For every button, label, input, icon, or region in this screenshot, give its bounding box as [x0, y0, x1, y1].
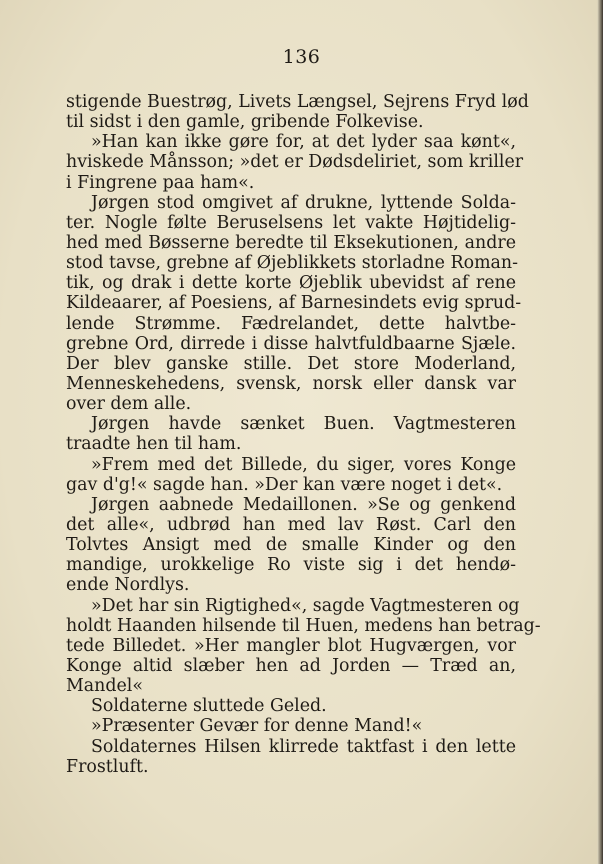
text-line: Jørgen havde sænket Buen. Vagtmesteren: [91, 414, 516, 435]
text-line: Frostluft.: [66, 756, 149, 777]
text-line: til sidst i den gamle, gribende Folkevise.: [66, 112, 424, 133]
text-line: hed med Bøsserne beredte til Eksekutionen, andre: [66, 232, 516, 253]
text-line: Soldaterne sluttede Geled.: [91, 696, 327, 717]
text-line: Soldaternes Hilsen klirrede taktfast i den lette: [91, 736, 516, 757]
text-line: »Præsenter Gevær for denne Mand!«: [91, 716, 423, 737]
text-line: mandige, urokkelige Ro viste sig i det hendø-: [66, 555, 516, 576]
text-line: Jørgen aabnede Medaillonen. »Se og genkend: [91, 494, 516, 515]
text-line: i Fingrene paa ham«.: [66, 172, 255, 193]
text-line: grebne Ord, dirrede i disse halvtfuldbaarne Sjæle.: [66, 333, 516, 354]
text-line: Der blev ganske stille. Det store Moderland,: [66, 353, 516, 374]
text-line: »Det har sin Rigtighed«, sagde Vagtmesteren og: [91, 595, 520, 616]
text-line: gav d'g!« sagde han. »Der kan være noget i det«.: [66, 474, 503, 495]
text-line: Konge altid slæber hen ad Jorden — Træd an,: [66, 655, 516, 676]
text-line: Jørgen stod omgivet af drukne, lyttende Solda-: [91, 192, 516, 213]
text-line: ter. Nogle følte Beruselsens let vakte Højtidelig-: [66, 212, 516, 233]
text-line: holdt Haanden hilsende til Huen, medens han betrag-: [66, 615, 541, 636]
text-line: stigende Buestrøg, Livets Længsel, Sejrens Fryd lød: [66, 92, 529, 112]
text-line: stod tavse, grebne af Øjeblikkets storladne Roman-: [66, 253, 519, 274]
text-line: ende Nordlys.: [66, 575, 190, 596]
text-line: det alle«, udbrød han med lav Røst. Carl den: [66, 514, 516, 535]
page-number: 136: [282, 46, 321, 68]
text-line: »Han kan ikke gøre for, at det lyder saa kønt«,: [91, 132, 516, 153]
text-line: Menneskehedens, svensk, norsk eller dansk var: [66, 373, 516, 394]
text-line: »Frem med det Billede, du siger, vores Konge: [91, 454, 516, 475]
text-line: traadte hen til ham.: [66, 434, 242, 455]
text-line: tede Billedet. »Her mangler blot Hugværgen, vor: [66, 635, 516, 656]
text-line: Mandel«: [66, 676, 144, 697]
text-line: over dem alle.: [66, 394, 192, 415]
text-line: hviskede Månsson; »det er Dødsdeliriet, som kriller: [66, 152, 524, 173]
body-text: [66, 92, 541, 777]
text-line: Tolvtes Ansigt med de smalle Kinder og den: [66, 535, 516, 556]
text-line: Kildeaarer, af Poesiens, af Barnesindets evig sprud-: [66, 293, 522, 314]
text-line: tik, og drak i dette korte Øjeblik ubevidst af rene: [66, 273, 516, 294]
page-edge: [597, 0, 603, 864]
text-line: lende Strømme. Fædrelandet, dette halvtbe-: [66, 313, 516, 334]
